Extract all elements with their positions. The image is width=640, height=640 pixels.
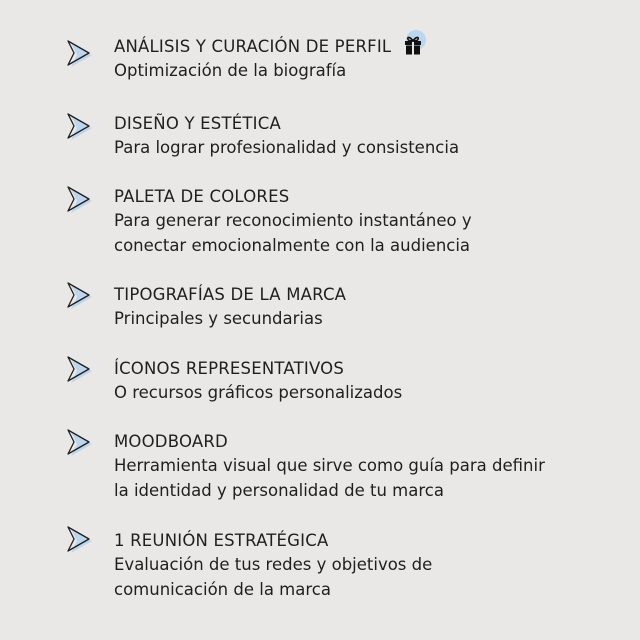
item-description: Para generar reconocimiento instantáneo y conectar emocionalmente con la audiencia (114, 211, 472, 255)
item-heading: ÍCONOS REPRESENTATIVOS (114, 359, 345, 378)
chevron-right-icon (64, 38, 98, 72)
item-description: Herramienta visual que sirve como guía para definir la identidad y personalidad de tu marca (114, 456, 545, 500)
chevron-right-icon (64, 280, 98, 314)
item-description: Principales y secundarias (114, 309, 323, 328)
item-heading: 1 REUNIÓN ESTRATÉGICA (114, 531, 329, 550)
item-description: Para lograr profesionalidad y consistencia (114, 138, 460, 157)
item-description: Evaluación de tus redes y objetivos de comunicación de la marca (114, 555, 433, 599)
chevron-right-icon (64, 354, 98, 388)
item-heading: ANÁLISIS Y CURACIÓN DE PERFIL (114, 34, 624, 59)
chevron-right-icon (64, 524, 98, 558)
item-description: O recursos gráficos personalizados (114, 383, 403, 402)
item-heading: DISEÑO Y ESTÉTICA (114, 114, 281, 133)
chevron-right-icon (64, 111, 98, 145)
item-heading: TIPOGRAFÍAS DE LA MARCA (114, 285, 347, 304)
chevron-right-icon (64, 427, 98, 461)
item-heading: PALETA DE COLORES (114, 187, 290, 206)
item-description: Optimización de la biografía (114, 61, 347, 80)
item-heading: MOODBOARD (114, 432, 228, 451)
gift-icon (399, 29, 427, 57)
chevron-right-icon (64, 184, 98, 218)
